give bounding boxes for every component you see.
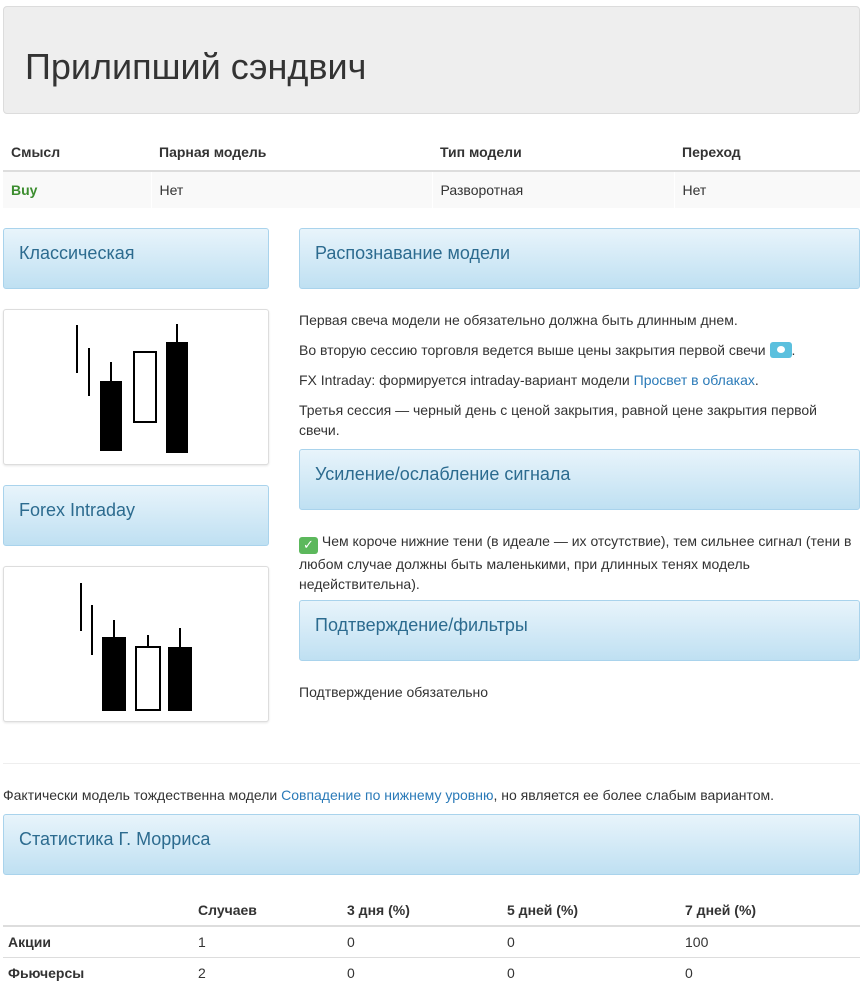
panel-title: Forex Intraday xyxy=(19,500,136,520)
table-cell: 0 xyxy=(680,957,860,988)
stats-panel-heading xyxy=(3,814,860,875)
confirm-panel-heading xyxy=(299,600,860,661)
column-header xyxy=(3,895,193,926)
forex-candles-image xyxy=(3,566,269,722)
chat-bubble-icon[interactable] xyxy=(770,342,792,358)
table-row xyxy=(3,926,860,957)
model-info-table xyxy=(3,134,860,208)
note-text-end: , но является ее более слабым вариантом. xyxy=(493,787,775,803)
table-cell: 0 xyxy=(342,926,502,957)
classic-candles-image xyxy=(3,309,269,465)
table-cell: 0 xyxy=(502,957,680,988)
column-header: Случаев xyxy=(193,895,342,926)
panel-title: Подтверждение/фильтры xyxy=(315,615,528,635)
classic-panel-heading xyxy=(3,228,269,289)
table-row xyxy=(3,171,860,208)
column-header: Переход xyxy=(674,134,860,171)
table-cell: 2 xyxy=(193,957,342,988)
recognition-text-1: Первая свеча модели не обязательно должна быть длинным днем. xyxy=(299,312,738,328)
page-title: Прилипший сэндвич xyxy=(25,46,367,87)
pair-model-cell: Нет xyxy=(151,171,432,208)
column-header: Тип модели xyxy=(432,134,674,171)
table-cell: 0 xyxy=(342,957,502,988)
confirm-text: Подтверждение обязательно xyxy=(299,684,489,700)
table-row xyxy=(3,957,860,988)
recognition-text-2 xyxy=(299,340,859,360)
column-header: 5 дней (%) xyxy=(502,895,680,926)
recognition-text-3 xyxy=(299,370,859,390)
model-type-cell: Разворотная xyxy=(432,171,674,208)
column-header: 3 дня (%) xyxy=(342,895,502,926)
row-header: Фьючерсы xyxy=(3,957,193,988)
column-header: Смысл xyxy=(3,134,151,171)
panel-title: Распознавание модели xyxy=(315,243,511,263)
strength-text xyxy=(299,531,859,594)
table-cell: 100 xyxy=(680,926,860,957)
recognition-panel-heading xyxy=(299,228,860,289)
table-header-row xyxy=(3,895,860,926)
table-cell: 1 xyxy=(193,926,342,957)
page-header xyxy=(3,6,860,114)
period: . xyxy=(791,342,796,358)
note-text xyxy=(3,785,860,805)
recognition-text-3-body: FX Intraday: формируется intraday-вариант модели xyxy=(299,372,634,388)
strength-panel-heading xyxy=(299,449,860,510)
table-header-row xyxy=(3,134,860,171)
recognition-text-2-body: Во вторую сессию торговля ведется выше цены закрытия первой свечи xyxy=(299,342,766,358)
stats-table xyxy=(3,895,860,988)
panel-title: Классическая xyxy=(19,243,135,263)
divider xyxy=(3,763,860,764)
period: . xyxy=(754,372,759,388)
transition-cell: Нет xyxy=(674,171,860,208)
recognition-text-4: Третья сессия — черный день с ценой закрытия, равной цене закрытия первой свечи. xyxy=(299,402,818,438)
strength-text-body: Чем короче нижние тени (в идеале — их отсутствие), тем сильнее сигнал (тени в любом случае должны быть маленькими, при длинных тенях модель недействительна). xyxy=(299,533,852,592)
note-text-body: Фактически модель тождественна модели xyxy=(3,787,282,803)
column-header: 7 дней (%) xyxy=(680,895,860,926)
panel-title: Статистика Г. Морриса xyxy=(19,829,211,849)
panel-title: Усиление/ослабление сигнала xyxy=(315,464,571,484)
piercing-pattern-link[interactable]: Просвет в облаках xyxy=(633,372,755,388)
table-cell: 0 xyxy=(502,926,680,957)
row-header: Акции xyxy=(3,926,193,957)
forex-panel-heading xyxy=(3,485,269,546)
meaning-cell: Buy xyxy=(3,171,151,208)
column-header: Парная модель xyxy=(151,134,432,171)
checkmark-icon: ✓ xyxy=(299,537,318,554)
bottom-match-link[interactable]: Совпадение по нижнему уровню xyxy=(281,787,494,803)
